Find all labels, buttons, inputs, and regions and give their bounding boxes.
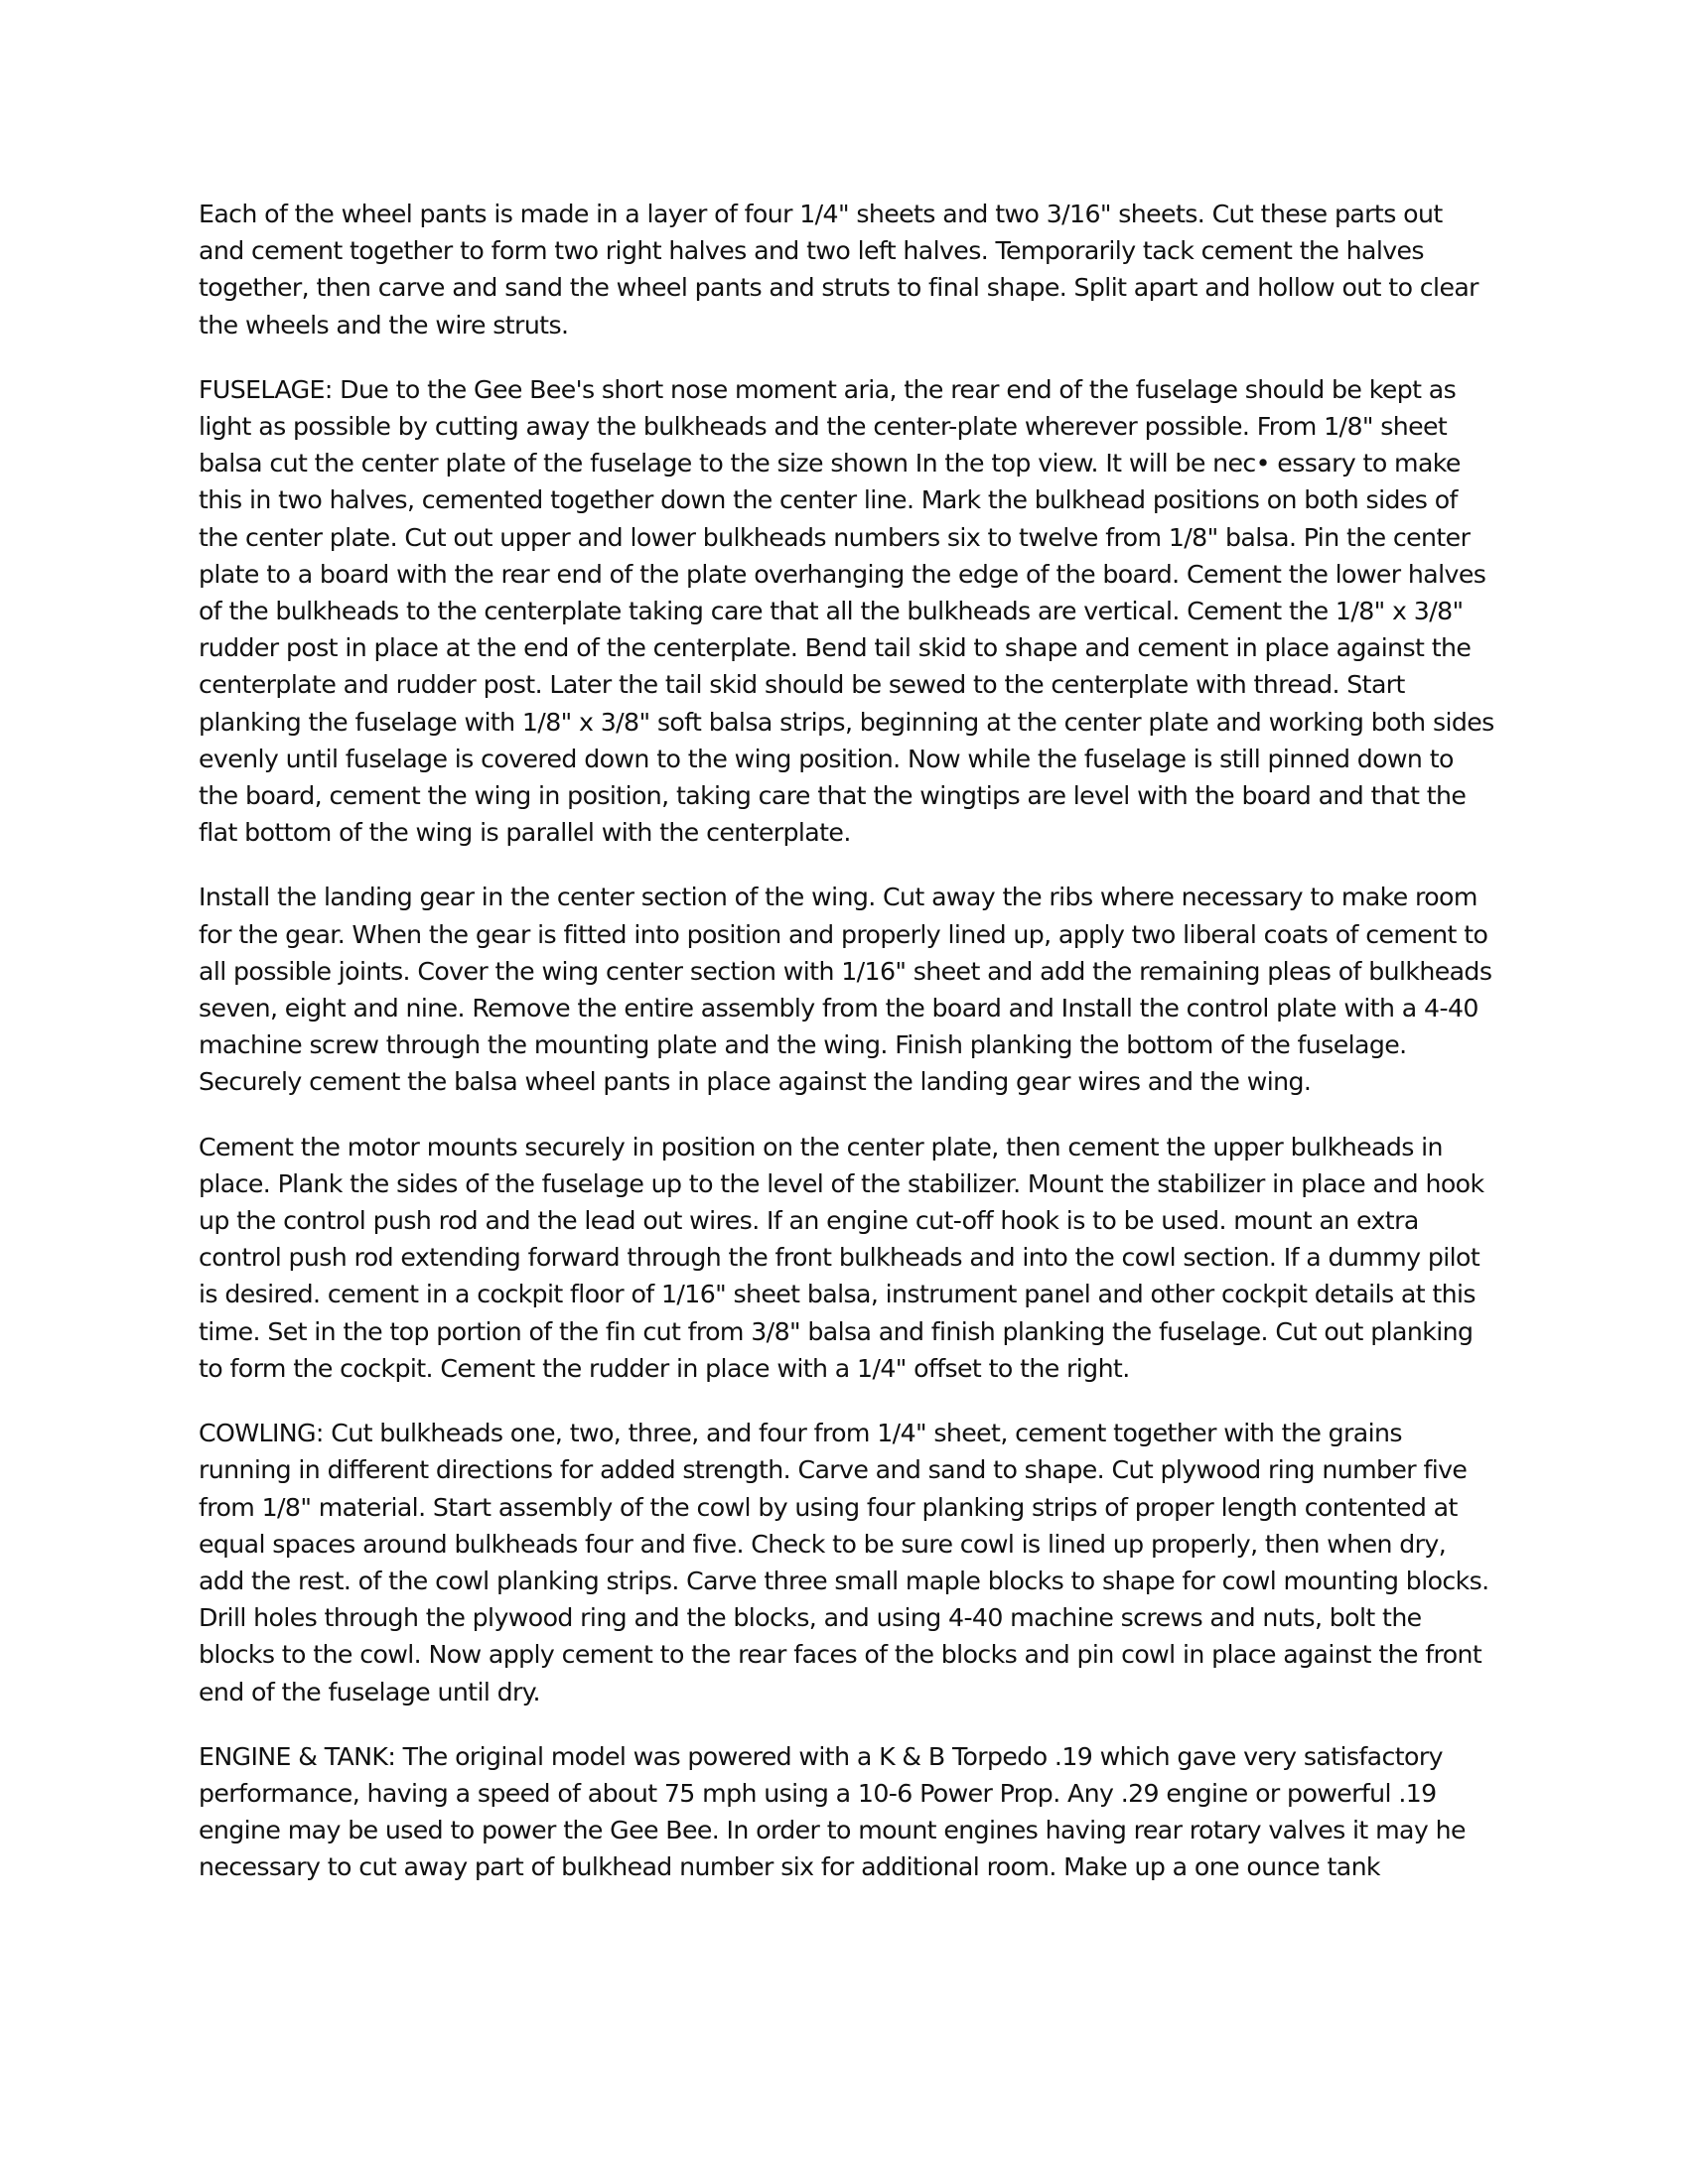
paragraph-engine-tank: ENGINE & TANK: The original model was powered with a K & B Torpedo .19 which gave very satisfactory performance, having a speed of about 75 mph using a 10-6 Power Prop. Any .29 engine or powerful .19 engine may be used to power the Gee Bee. In order to mount engines having rear rotary valves it may he necessary to cut away part of bulkhead number six for additional room. Make up a one ounce tank xyxy=(199,1741,1466,1882)
paragraph-cowling: COWLING: Cut bulkheads one, two, three, and four from 1/4" sheet, cement together with the grains running in different directions for added strength. Carve and sand to shape. Cut plywood ring number five from 1/8" material. Start assembly of the cowl by using four planking strips of proper length contented at equal spaces around bulkheads four and five. Check to be sure cowl is lined up properly, then when dry, add the rest. of the cowl planking strips. Carve three small maple blocks to shape for cowl mounting blocks. Drill holes through the plywood ring and the blocks, and using 4-40 machine screws and nuts, bolt the blocks to the cowl. Now apply cement to the rear faces of the blocks and pin cowl in place against the front end of the fuselage until dry. xyxy=(199,1419,1489,1706)
paragraph-wheel-pants: Each of the wheel pants is made in a layer of four 1/4" sheets and two 3/16" sheets. Cut these parts out and cement together to form two right halves and two left halves. Temporarily tack cement the halves together, then carve and sand the wheel pants and struts to final shape. Split apart and hollow out to clear the wheels and the wire struts. xyxy=(199,200,1478,340)
paragraph-fuselage: FUSELAGE: Due to the Gee Bee's short nose moment aria, the rear end of the fuselage should be kept as light as possible by cutting away the bulkheads and the center-plate wherever possible. From 1/8" sheet balsa cut the center plate of the fuselage to the size shown In the top view. It will be nec• essary to make this in two halves, cemented together down the center line. Mark the bulkhead positions on both sides of the center plate. Cut out upper and lower bulkheads numbers six to twelve from 1/8" balsa. Pin the center plate to a board with the rear end of the plate overhanging the edge of the board. Cement the lower halves of the bulkheads to the centerplate taking care that all the bulkheads are vertical. Cement the 1/8" x 3/8" rudder post in place at the end of the centerplate. Bend tail skid to shape and cement in place against the centerplate and rudder post. Later the tail skid should be sewed to the centerplate with thread. Start planking the fuselage with 1/8" x 3/8" soft balsa strips, beginning at the center plate and working both sides evenly until fuselage is covered down to the wing position. Now while the fuselage is still pinned down to the board, cement the wing in position, taking care that the wingtips are level with the board and that the flat bottom of the wing is parallel with the centerplate. xyxy=(199,374,1494,848)
paragraph-landing-gear: Install the landing gear in the center section of the wing. Cut away the ribs where necessary to make room for the gear. When the gear is fitted into position and properly lined up, apply two liberal coats of cement to all possible joints. Cover the wing center section with 1/16" sheet and add the remaining pleas of bulkheads seven, eight and nine. Remove the entire assembly from the board and Install the control plate with a 4-40 machine screw through the mounting plate and the wing. Finish planking the bottom of the fuselage. Securely cement the balsa wheel pants in place against the landing gear wires and the wing. xyxy=(199,883,1492,1097)
document-body xyxy=(199,196,1494,1886)
paragraph-motor-mounts: Cement the motor mounts securely in position on the center plate, then cement the upper bulkheads in place. Plank the sides of the fuselage up to the level of the stabilizer. Mount the stabilizer in place and hook up the control push rod and the lead out wires. If an engine cut-off hook is to be used. mount an extra control push rod extending forward through the front bulkheads and into the cowl section. If a dummy pilot is desired. cement in a cockpit floor of 1/16" sheet balsa, instrument panel and other cockpit details at this time. Set in the top portion of the fin cut from 3/8" balsa and finish planking the fuselage. Cut out planking to form the cockpit. Cement the rudder in place with a 1/4" offset to the right. xyxy=(199,1132,1484,1383)
